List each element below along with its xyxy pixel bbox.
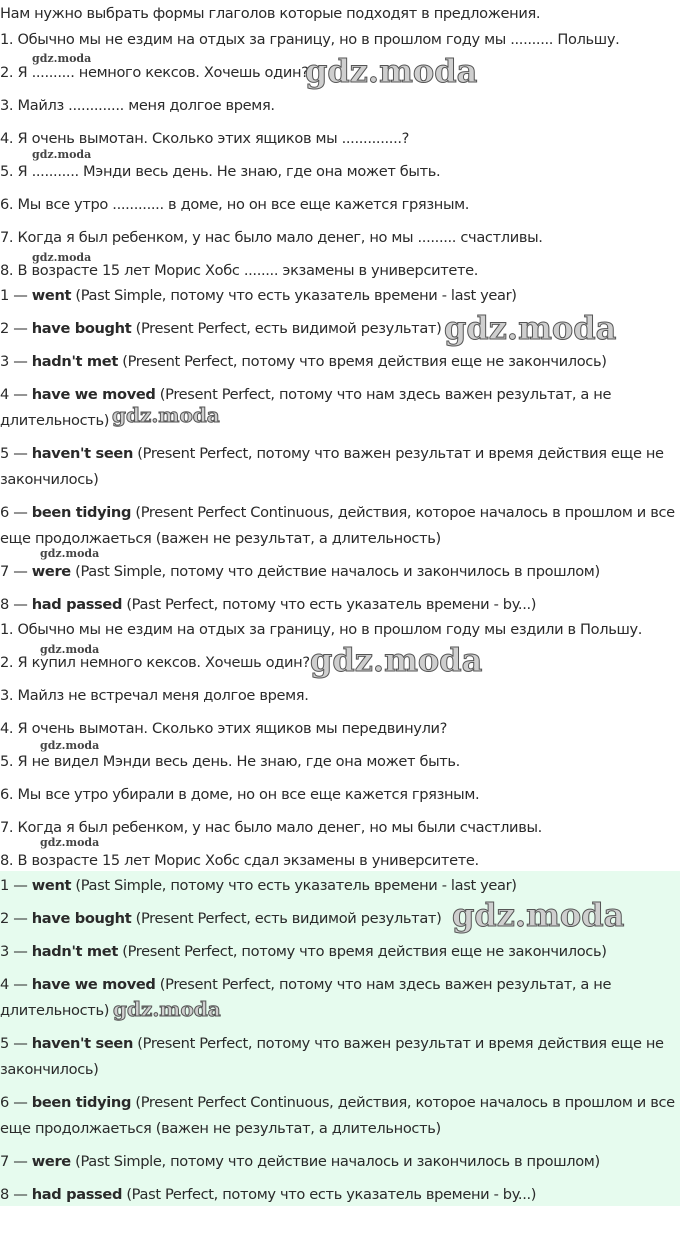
- answer-repeat-2: 2 — have bought (Present Perfect, есть видимой результат): [0, 910, 442, 927]
- answer-4: 4 — have we moved (Present Perfect, потому что нам здесь важен результат, а не длительность): [0, 386, 612, 429]
- question-4: 4. Я очень вымотан. Сколько этих ящиков мы ..............?: [0, 130, 410, 147]
- question-2: 2. Я .......... немного кексов. Хочешь один?: [0, 64, 309, 81]
- translation-3: 3. Майлз не встречал меня долгое время.: [0, 687, 309, 704]
- translation-1: 1. Обычно мы не ездим на отдых за границу, но в прошлом году мы ездили в Польшу.: [0, 621, 643, 638]
- watermark-large: gdz.moda: [305, 52, 478, 90]
- watermark-medium: gdz.moda: [112, 403, 220, 427]
- answer-3: 3 — hadn't met (Present Perfect, потому что время действия еще не закончилось): [0, 353, 607, 370]
- watermark-small: gdz.moda: [32, 148, 92, 161]
- watermark-small: gdz.moda: [40, 739, 100, 752]
- answer-8: 8 — had passed (Past Perfect, потому что есть указатель времени - by...): [0, 596, 537, 613]
- answer-repeat-7: 7 — were (Past Simple, потому что действие началось и закончилось в прошлом): [0, 1153, 600, 1170]
- intro-text: Нам нужно выбрать формы глаголов которые подходят в предложения.: [0, 5, 541, 22]
- question-1: 1. Обычно мы не ездим на отдых за границу, но в прошлом году мы .......... Польшу.: [0, 31, 620, 48]
- question-6: 6. Мы все утро ............ в доме, но он все еще кажется грязным.: [0, 196, 470, 213]
- answer-repeat-4: 4 — have we moved (Present Perfect, потому что нам здесь важен результат, а не длительность): [0, 976, 612, 1019]
- question-7: 7. Когда я был ребенком, у нас было мало денег, но мы ......... счастливы.: [0, 229, 543, 246]
- answer-2: 2 — have bought (Present Perfect, есть видимой результат): [0, 320, 442, 337]
- answer-7: 7 — were (Past Simple, потому что действие началось и закончилось в прошлом): [0, 563, 600, 580]
- watermark-large: gdz.moda: [310, 641, 483, 679]
- answer-repeat-8: 8 — had passed (Past Perfect, потому что есть указатель времени - by...): [0, 1186, 537, 1203]
- watermark-small: gdz.moda: [32, 52, 92, 65]
- answer-6: 6 — been tidying (Present Perfect Continuous, действия, которое началось в прошлом и все еще продолжаеться (важен не результат, а длительность): [0, 504, 675, 547]
- question-8: 8. В возрасте 15 лет Морис Хобс ........ экзамены в университете.: [0, 262, 479, 279]
- translation-2: 2. Я купил немного кексов. Хочешь один?: [0, 654, 310, 671]
- question-3: 3. Майлз ............. меня долгое время.: [0, 97, 275, 114]
- translation-4: 4. Я очень вымотан. Сколько этих ящиков мы передвинули?: [0, 720, 448, 737]
- answer-repeat-3: 3 — hadn't met (Present Perfect, потому что время действия еще не закончилось): [0, 943, 607, 960]
- watermark-medium: gdz.moda: [113, 997, 221, 1021]
- question-5: 5. Я ........... Мэнди весь день. Не знаю, где она может быть.: [0, 163, 441, 180]
- answer-1: 1 — went (Past Simple, потому что есть указатель времени - last year): [0, 287, 517, 304]
- translation-7: 7. Когда я был ребенком, у нас было мало денег, но мы были счастливы.: [0, 819, 542, 836]
- watermark-small: gdz.moda: [40, 836, 100, 849]
- answer-repeat-5: 5 — haven't seen (Present Perfect, потому что важен результат и время действия еще не закончилось): [0, 1035, 664, 1078]
- translation-5: 5. Я не видел Мэнди весь день. Не знаю, где она может быть.: [0, 753, 460, 770]
- watermark-large: gdz.moda: [452, 896, 625, 934]
- watermark-large: gdz.moda: [444, 309, 617, 347]
- watermark-small: gdz.moda: [40, 643, 100, 656]
- watermark-small: gdz.moda: [40, 547, 100, 560]
- answer-5: 5 — haven't seen (Present Perfect, потому что важен результат и время действия еще не закончилось): [0, 445, 664, 488]
- answer-repeat-1: 1 — went (Past Simple, потому что есть указатель времени - last year): [0, 877, 517, 894]
- answer-repeat-6: 6 — been tidying (Present Perfect Continuous, действия, которое началось в прошлом и все еще продолжаеться (важен не результат, а длительность): [0, 1094, 675, 1137]
- translation-6: 6. Мы все утро убирали в доме, но он все еще кажется грязным.: [0, 786, 480, 803]
- watermark-small: gdz.moda: [32, 251, 92, 264]
- translation-8: 8. В возрасте 15 лет Морис Хобс сдал экзамены в университете.: [0, 852, 479, 869]
